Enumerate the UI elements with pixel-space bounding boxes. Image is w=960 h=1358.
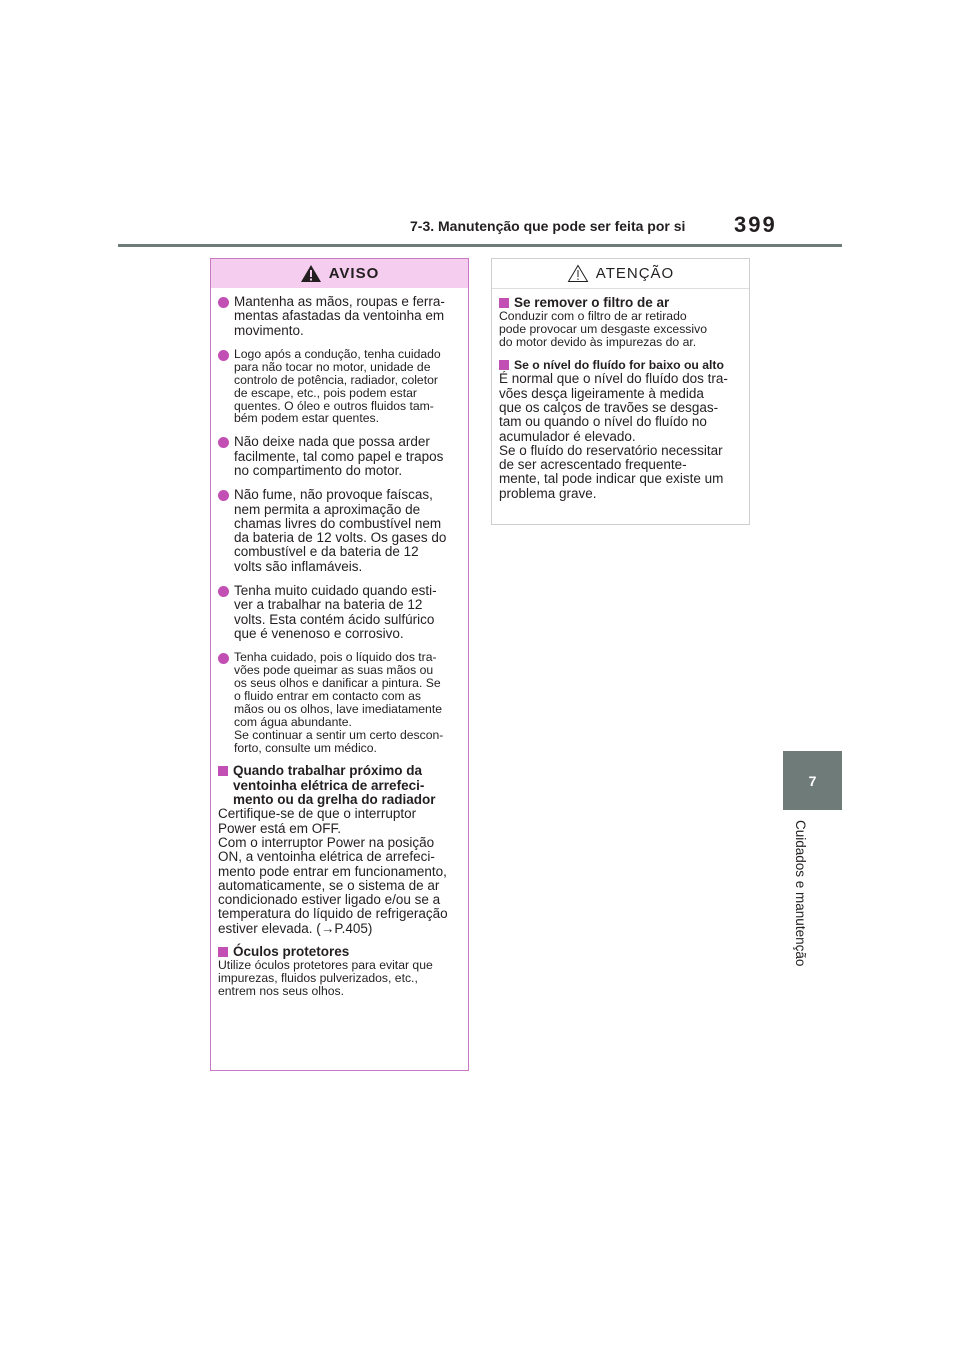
warning-box <box>210 258 469 1071</box>
bullet-icon <box>218 350 229 361</box>
chapter-tab <box>783 751 842 810</box>
caution-triangle-icon <box>567 264 589 283</box>
list-item: Não deixe nada que possa arder facilmente, tal como papel e trapos no compartimento do motor. <box>218 435 460 478</box>
list-item: Tenha muito cuidado quando esti- ver a trabalhar na bateria de 12 volts. Esta contém ácido sulfúrico que é venenoso e corrosivo. <box>218 584 460 641</box>
caution-body <box>492 289 749 501</box>
bullet-icon <box>218 437 229 448</box>
section-title: Se o nível do fluído for baixo ou alto <box>499 358 741 372</box>
warning-section-cooling-fan <box>218 764 460 936</box>
section-body: Utilize óculos protetores para evitar que impurezas, fluidos pulverizados, etc., entrem nos seus olhos. <box>218 958 433 999</box>
square-bullet-icon <box>499 298 509 308</box>
square-bullet-icon <box>499 360 509 370</box>
square-bullet-icon <box>218 766 228 776</box>
caution-title: ATENÇÃO <box>595 265 675 282</box>
section-header-title: 7-3. Manutenção que pode ser feita por si <box>410 218 686 234</box>
section-body: Certifique-se de que o interruptor Power está em OFF. Com o interruptor Power na posição ON, a ventoinha elétrica de arrefeci- mento pode entrar em funcionamento, automaticamente, se o sistema de ar condicionado estiver ligado e/ou se a temperatura do líquido de refrigeração estiver elevada. (→P.405) <box>218 806 448 936</box>
bullet-icon <box>218 297 229 308</box>
warning-section-goggles <box>218 945 460 998</box>
bullet-icon <box>218 490 229 501</box>
chapter-label: Cuidados e manutenção <box>793 820 808 967</box>
caution-section-fluid-level <box>499 358 741 501</box>
arrow-right-icon: → <box>320 920 335 936</box>
warning-header <box>211 259 468 288</box>
warning-triangle-icon <box>300 264 322 283</box>
page-number: 399 <box>734 212 777 237</box>
section-body: É normal que o nível do fluído dos tra- vões desça ligeiramente à medida que os calços de travões se desgas- tam ou quando o nível do fluído no acumulador é elevado. Se o fluído do reservatório necessitar de ser acrescentado frequente- mente, tal pode indicar que existe um problema grave. <box>499 371 728 501</box>
section-title: Quando trabalhar próximo da ventoinha elétrica de arrefeci- mento ou da grelha do radiador <box>218 764 460 807</box>
caution-header <box>492 259 749 289</box>
section-title: Óculos protetores <box>218 945 460 959</box>
caution-box <box>491 258 750 525</box>
bullet-icon <box>218 586 229 597</box>
header-divider <box>118 244 842 247</box>
list-item: Tenha cuidado, pois o líquido dos tra- vões pode queimar as suas mãos ou os seus olhos e danificar a pintura. Se o fluido entrar em contacto com as mãos ou os olhos, lave imediatamente com água abundante. Se continuar a sentir um certo descon- forto, consulte um médico. <box>218 651 460 754</box>
warning-body <box>211 288 468 998</box>
warning-title: AVISO <box>328 265 380 282</box>
section-body: Conduzir com o filtro de ar retirado pode provocar um desgaste excessivo do motor devido às impurezas do ar. <box>499 309 707 350</box>
square-bullet-icon <box>218 947 228 957</box>
list-item: Logo após a condução, tenha cuidado para não tocar no motor, unidade de controlo de potência, radiador, coletor de escape, etc., pois podem estar quentes. O óleo e outros fluidos tam- bém podem estar quentes. <box>218 348 460 425</box>
caution-section-air-filter <box>499 296 741 349</box>
bullet-icon <box>218 653 229 664</box>
page-reference-link[interactable]: P.405 <box>334 920 368 936</box>
chapter-number: 7 <box>808 772 817 789</box>
list-item: Mantenha as mãos, roupas e ferra- mentas afastadas da ventoinha em movimento. <box>218 295 460 338</box>
section-title: Se remover o filtro de ar <box>499 296 741 310</box>
list-item: Não fume, não provoque faíscas, nem permita a aproximação de chamas livres do combustível nem da bateria de 12 volts. Os gases do combustível e da bateria de 12 volts são inflamáveis. <box>218 488 460 574</box>
